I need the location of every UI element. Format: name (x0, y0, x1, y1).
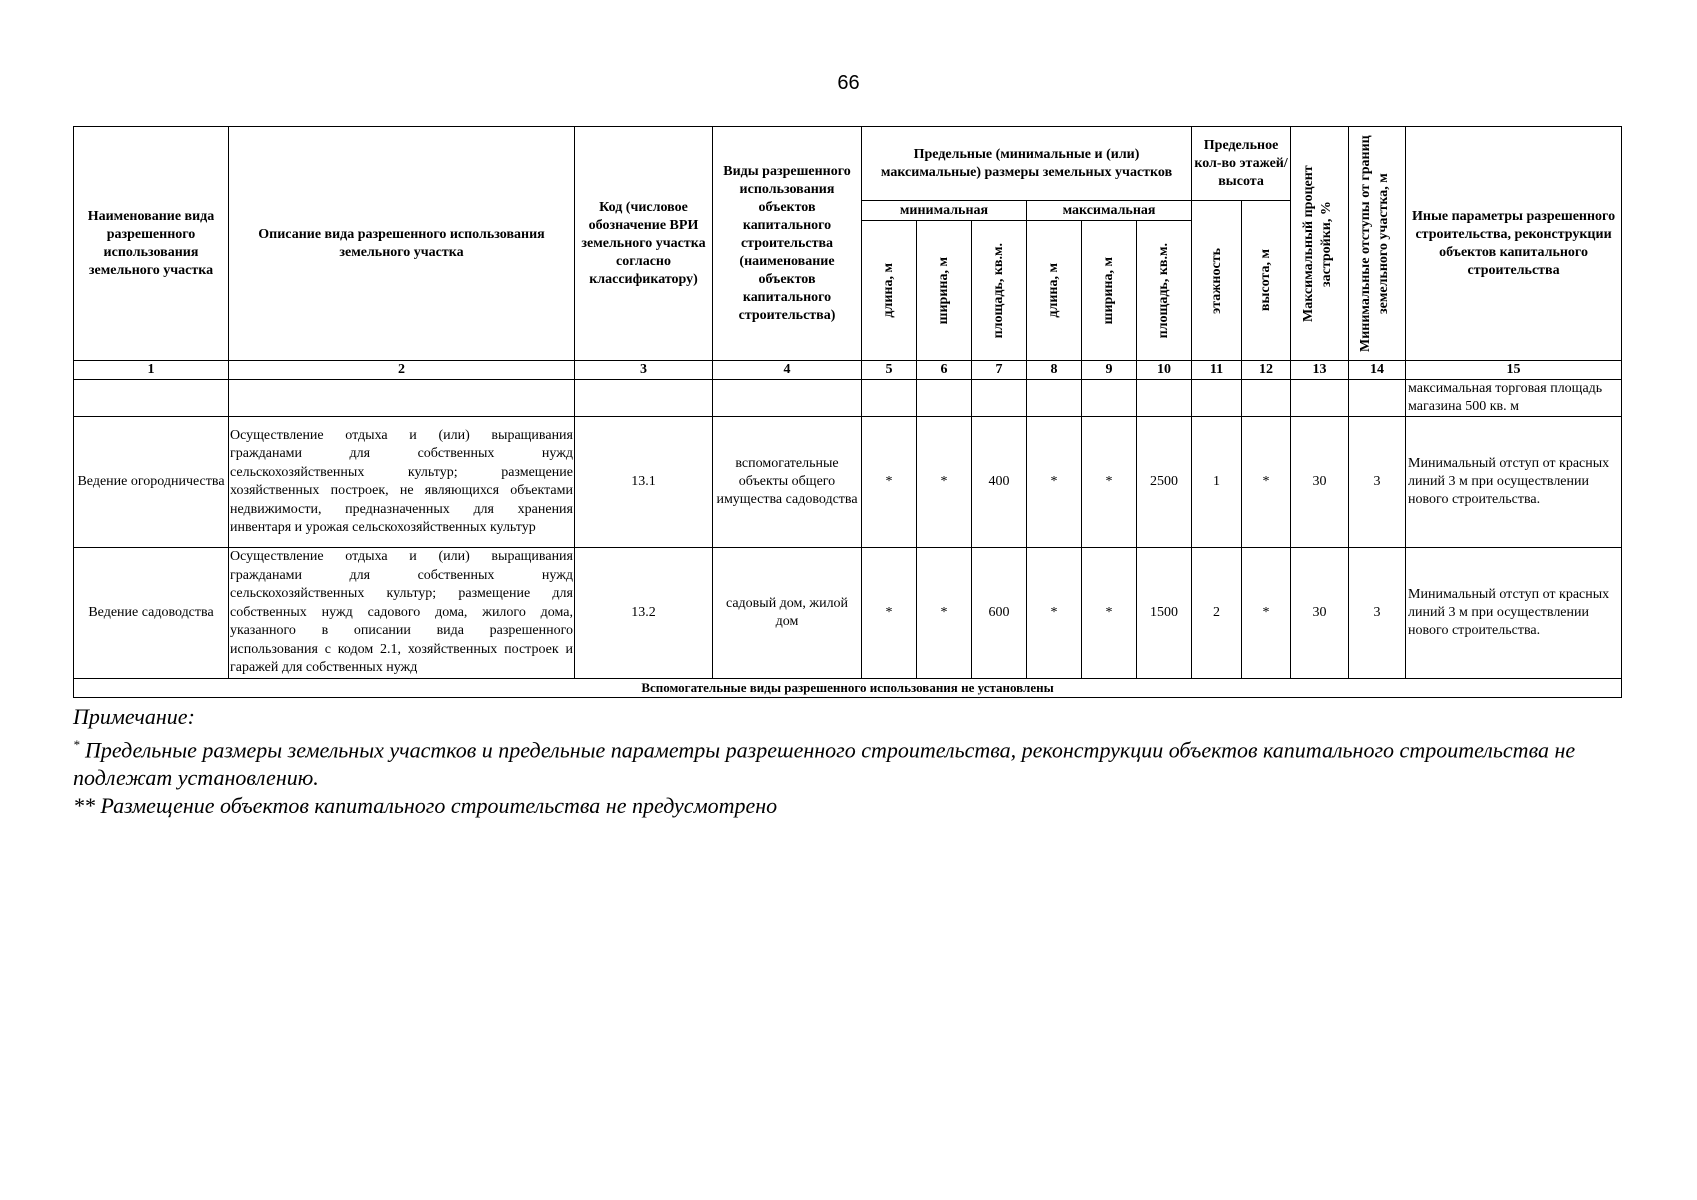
row-max-length: * (1027, 417, 1082, 548)
row-description: Осуществление отдыха и (или) выращивания гражданами для собственных нужд сельскохозяйственных культур; размещение хозяйственных построек, не являющихся объектами недвижимости, предназначенных для хранения инвентаря и урожая сельскохозяйственных культур (229, 417, 575, 548)
row-max-width: * (1082, 548, 1137, 679)
row-storeys: 1 (1192, 417, 1242, 548)
notes-title: Примечание: (73, 704, 195, 729)
header-description: Описание вида разрешенного использования земельного участка (229, 127, 575, 361)
row-min-area: 600 (972, 548, 1027, 679)
row-objects: садовый дом, жилой дом (713, 548, 862, 679)
footer-row (74, 679, 1622, 698)
row-min-width: * (917, 417, 972, 548)
note-1 (73, 731, 1633, 792)
row-max-length: * (1027, 548, 1082, 679)
header-max-length: длина, м (1027, 221, 1082, 361)
col-number: 5 (862, 361, 917, 380)
header-max-percent: Максимальный процент застройки, % (1291, 127, 1349, 361)
header-other: Иные параметры разрешенного строительства, реконструкции объектов капитального строительства (1406, 127, 1622, 361)
row-code: 13.2 (575, 548, 713, 679)
header-max: максимальная (1027, 201, 1192, 221)
note-1-text: Предельные размеры земельных участков и предельные параметры разрешенного строительства, реконструкции объектов капитального строительства не подлежат установлению. (73, 737, 1576, 791)
header-floors: Предельное кол-во этажей/ высота (1192, 127, 1291, 201)
col-number: 2 (229, 361, 575, 380)
row-percent: 30 (1291, 417, 1349, 548)
header-height: высота, м (1242, 201, 1291, 361)
col-number: 12 (1242, 361, 1291, 380)
col-number: 7 (972, 361, 1027, 380)
row-min-area: 400 (972, 417, 1027, 548)
continuation-row (74, 380, 1622, 417)
row-min-length: * (862, 548, 917, 679)
header-max-area: площадь, кв.м. (1137, 221, 1192, 361)
table-row (74, 548, 1622, 679)
header-objects: Виды разрешенного использования объектов капитального строительства (наименование объектов капитального строительства) (713, 127, 862, 361)
notes (73, 703, 1633, 820)
row-objects: вспомогательные объекты общего имущества садоводства (713, 417, 862, 548)
row-max-area: 1500 (1137, 548, 1192, 679)
row-other: Минимальный отступ от красных линий 3 м при осуществлении нового строительства. (1406, 417, 1622, 548)
column-numbers-row (74, 361, 1622, 380)
footer-cell: Вспомогательные виды разрешенного использования не установлены (74, 679, 1622, 698)
row-setback: 3 (1349, 417, 1406, 548)
table-row (74, 417, 1622, 548)
header-name: Наименование вида разрешенного использования земельного участка (74, 127, 229, 361)
col-number: 11 (1192, 361, 1242, 380)
col-number: 6 (917, 361, 972, 380)
col-number: 15 (1406, 361, 1622, 380)
header-min-area: площадь, кв.м. (972, 221, 1027, 361)
row-min-length: * (862, 417, 917, 548)
row-storeys: 2 (1192, 548, 1242, 679)
col-number: 3 (575, 361, 713, 380)
row-name: Ведение огородничества (74, 417, 229, 548)
col-number: 10 (1137, 361, 1192, 380)
row-max-width: * (1082, 417, 1137, 548)
col-number: 8 (1027, 361, 1082, 380)
col-number: 4 (713, 361, 862, 380)
col-number: 13 (1291, 361, 1349, 380)
header-storeys: этажность (1192, 201, 1242, 361)
header-max-width: ширина, м (1082, 221, 1137, 361)
header-min-setback: Минимальные отступы от границ земельного участка, м (1349, 127, 1406, 361)
row-name: Ведение садоводства (74, 548, 229, 679)
row-max-area: 2500 (1137, 417, 1192, 548)
header-min: минимальная (862, 201, 1027, 221)
row-other: Минимальный отступ от красных линий 3 м при осуществлении нового строительства. (1406, 548, 1622, 679)
page-number: 66 (837, 72, 860, 94)
row-code: 13.1 (575, 417, 713, 548)
col-number: 9 (1082, 361, 1137, 380)
note-2: ** Размещение объектов капитального строительства не предусмотрено (73, 793, 778, 819)
row-min-width: * (917, 548, 972, 679)
row-percent: 30 (1291, 548, 1349, 679)
header-min-length: длина, м (862, 221, 917, 361)
row-height: * (1242, 417, 1291, 548)
row-height: * (1242, 548, 1291, 679)
note-1-mark: * (73, 737, 80, 752)
col-number: 1 (74, 361, 229, 380)
row-setback: 3 (1349, 548, 1406, 679)
header-min-width: ширина, м (917, 221, 972, 361)
col-number: 14 (1349, 361, 1406, 380)
header-code: Код (числовое обозначение ВРИ земельного участка согласно классификатору) (575, 127, 713, 361)
continuation-cell: максимальная торговая площадь магазина 500 кв. м (1406, 380, 1622, 417)
zoning-table (73, 126, 1622, 698)
row-description: Осуществление отдыха и (или) выращивания гражданами для собственных нужд сельскохозяйственных культур; размещение для собственных нужд садового дома, жилого дома, указанного в описании вида разрешенного использования с кодом 2.1, хозяйственных построек и гаражей для собственных нужд (229, 548, 575, 679)
header-limits: Предельные (минимальные и (или) максимальные) размеры земельных участков (862, 127, 1192, 201)
